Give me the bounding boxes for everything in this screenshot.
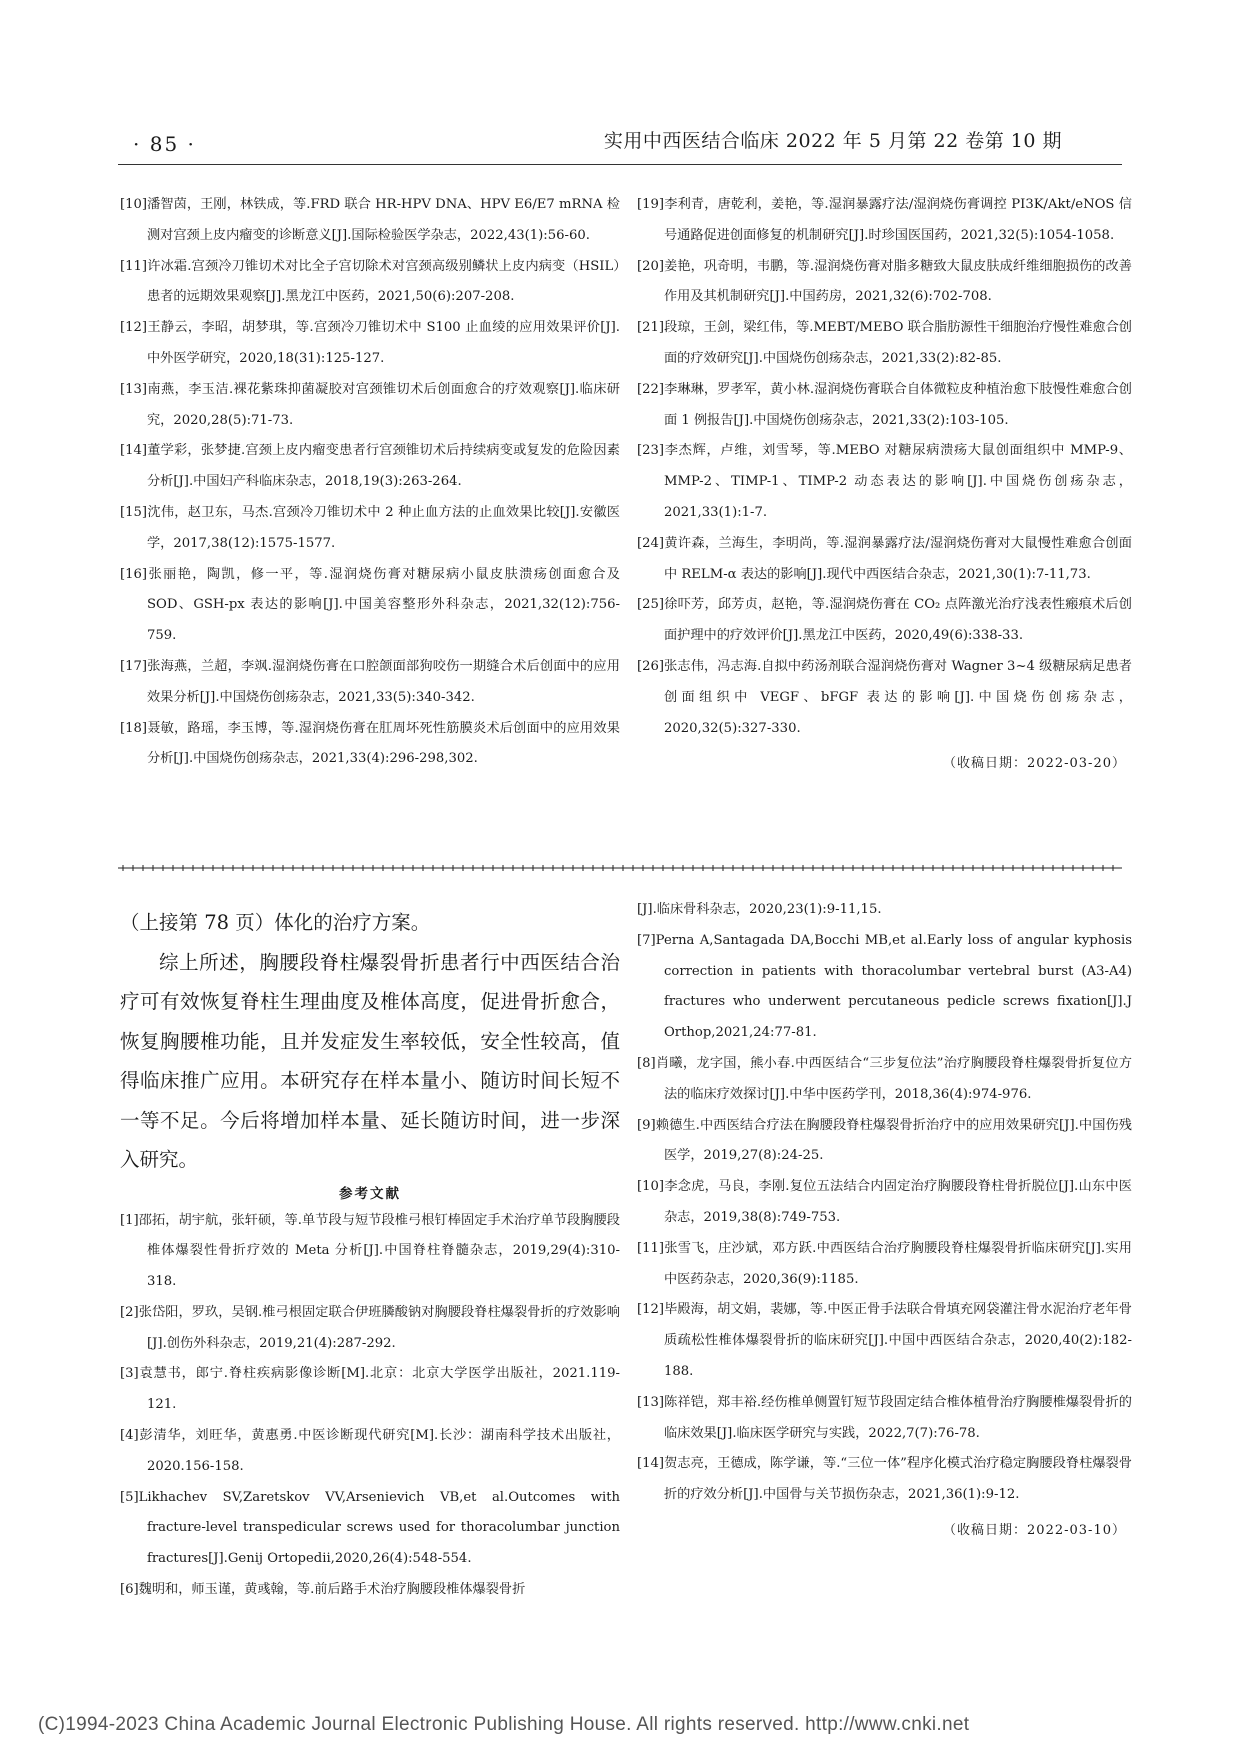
reference-item: [17]张海燕，兰超，李飒.湿润烧伤膏在口腔颌面部狗咬伤一期缝合术后创面中的应用效果分析[J].中国烧伤创疡杂志，2021,33(5):340-342. [120, 658, 620, 705]
top-right-reference-column [637, 190, 1132, 771]
reference-item: [19]李利青，唐乾利，姜艳，等.湿润暴露疗法/湿润烧伤膏调控 PI3K/Akt/eNOS 信号通路促进创面修复的机制研究[J].时珍国医国药，2021,32(5):1054-1058. [637, 197, 1132, 243]
reference-item: [3]袁慧书，郎宁.脊柱疾病影像诊断[M].北京：北京大学医学出版社，2021.119-121. [120, 1366, 620, 1413]
reference-item: [J].临床骨科杂志，2020,23(1):9-11,15. [637, 902, 882, 917]
top-left-reference-column [120, 190, 620, 775]
reference-item: [10]李念虎，马良，李刚.复位五法结合内固定治疗胸腰段脊柱骨折脱位[J].山东中医杂志，2019,38(8):749-753. [637, 1179, 1132, 1225]
reference-item: [4]彭清华，刘旺华，黄惠勇.中医诊断现代研究[M].长沙：湖南科学技术出版社，2020.156-158. [120, 1428, 620, 1474]
reference-item: [26]张志伟，冯志海.自拟中药汤剂联合湿润烧伤膏对 Wagner 3~4 级糖尿病足患者创面组织中 VEGF、bFGF 表达的影响[J].中国烧伤创疡杂志，2020,32(5):327-330. [637, 658, 1132, 736]
reference-item: [14]贺志亮，王德成，陈学谦，等.“三位一体”程序化模式治疗稳定胸腰段脊柱爆裂骨折的疗效分析[J].中国骨与关节损伤杂志，2021,36(1):9-12. [637, 1456, 1132, 1503]
reference-item: [13]陈祥铠，郑丰裕.经伤椎单侧置钉短节段固定结合椎体植骨治疗胸腰椎爆裂骨折的临床效果[J].临床医学研究与实践，2022,7(7):76-78. [637, 1394, 1132, 1441]
reference-item: [15]沈伟，赵卫东，马杰.宫颈冷刀锥切术中 2 种止血方法的止血效果比较[J].安徽医学，2017,38(12):1575-1577. [120, 504, 620, 551]
reference-item: [13]南燕，李玉洁.裸花紫珠抑菌凝胶对宫颈锥切术后创面愈合的疗效观察[J].临床研究，2020,28(5):71-73. [120, 381, 620, 428]
header-rule [118, 164, 1122, 165]
bottom-right-reference-column [637, 895, 1132, 1538]
reference-item: [25]徐吓芳，邱芳贞，赵艳，等.湿润烧伤膏在 CO₂ 点阵激光治疗浅表性瘢痕术后创面护理中的疗效评价[J].黑龙江中医药，2020,49(6):338-33. [637, 597, 1132, 644]
reference-item: [10]潘智茵，王刚，林铁成，等.FRD 联合 HR-HPV DNA、HPV E6/E7 mRNA 检测对宫颈上皮内瘤变的诊断意义[J].国际检验医学杂志，2022,43(1):56-60. [120, 197, 620, 243]
reference-item: [8]肖曦，龙字国，熊小春.中西医结合“三步复位法”治疗胸腰段脊柱爆裂骨折复位方法的临床疗效探讨[J].中华中医药学刊，2018,36(4):974-976. [637, 1055, 1132, 1102]
reference-item: [22]李琳琳，罗孝军，黄小林.湿润烧伤膏联合自体微粒皮种植治愈下肢慢性难愈合创面 1 例报告[J].中国烧伤创疡杂志，2021,33(2):103-105. [637, 381, 1132, 428]
reference-item: [12]毕殿海，胡文娟，裴娜，等.中医正骨手法联合骨填充网袋灌注骨水泥治疗老年骨质疏松性椎体爆裂骨折的临床研究[J].中国中西医结合杂志，2020,40(2):182-188. [637, 1302, 1132, 1379]
reference-item: [18]聂敏，路瑶，李玉博，等.湿润烧伤膏在肛周坏死性筋膜炎术后创面中的应用效果分析[J].中国烧伤创疡杂志，2021,33(4):296-298,302. [120, 720, 620, 767]
reference-item: [21]段琼，王剑，梁红伟，等.MEBT/MEBO 联合脂肪源性干细胞治疗慢性难愈合创面的疗效研究[J].中国烧伤创疡杂志，2021,33(2):82-85. [637, 320, 1132, 366]
bottom-left-column [120, 903, 620, 1606]
reference-item: [11]张雪飞，庄沙斌，邓方跃.中西医结合治疗胸腰段脊柱爆裂骨折临床研究[J].实用中医药杂志，2020,36(9):1185. [637, 1240, 1132, 1287]
journal-header: 实用中西医结合临床 2022 年 5 月第 22 卷第 10 期 [603, 130, 1062, 152]
reference-item: [1]邵拓，胡宇航，张轩硕，等.单节段与短节段椎弓根钉棒固定手术治疗单节段胸腰段椎体爆裂性骨折疗效的 Meta 分析[J].中国脊柱脊髓杂志，2019,29(4):310-318. [120, 1212, 620, 1290]
received-date: （收稿日期：2022-03-10） [943, 1522, 1126, 1538]
conclusion-paragraph: 综上所述，胸腰段脊柱爆裂骨折患者行中西医结合治疗可有效恢复脊柱生理曲度及椎体高度，促进骨折愈合，恢复胸腰椎功能，且并发症发生率较低，安全性较高，值得临床推广应用。本研究存在样本量小、随访时间长短不一等不足。今后将增加样本量、延长随访时间，进一步深入研究。 [120, 950, 620, 1171]
reference-item: [7]Perna A,Santagada DA,Bocchi MB,et al.Early loss of angular kyphosis correction in patients with thoracolumbar vertebral burst (A3-A4) fractures who underwent percutaneous pedicle screws fixation[J].J Orthop,2021,24:77-81. [637, 932, 1132, 1041]
reference-item: [12]王静云，李昭，胡梦琪，等.宫颈冷刀锥切术中 S100 止血绫的应用效果评价[J].中外医学研究，2020,18(31):125-127. [120, 320, 620, 366]
received-date: （收稿日期：2022-03-20） [943, 756, 1126, 772]
reference-item: [5]Likhachev SV,Zaretskov VV,Arsenievich VB,et al.Outcomes with fracture-level transpedicular screws used for thoracolumbar junction fractures[J].Genij Ortopedii,2020,26(4):548-554. [120, 1489, 620, 1567]
reference-item: [23]李杰辉，卢维，刘雪琴，等.MEBO 对糖尿病溃疡大鼠创面组织中 MMP-9、MMP-2、TIMP-1、TIMP-2 动态表达的影响[J].中国烧伤创疡杂志，2021,33(1):1-7. [637, 443, 1132, 520]
reference-item: [16]张丽艳，陶凯，修一平，等.湿润烧伤膏对糖尿病小鼠皮肤溃疡创面愈合及 SOD、GSH-px 表达的影响[J].中国美容整形外科杂志，2021,32(12):756-759. [120, 566, 620, 644]
reference-item: [2]张岱阳，罗玖，吴钢.椎弓根固定联合伊班膦酸钠对胸腰段脊柱爆裂骨折的疗效影响[J].创伤外科杂志，2019,21(4):287-292. [120, 1304, 620, 1351]
page-number: · 85 · [133, 132, 196, 156]
copyright-footer: (C)1994-2023 China Academic Journal Electronic Publishing House. All rights reserved. http://www.cnki.net [38, 1714, 970, 1735]
reference-item: [24]黄许森，兰海生，李明尚，等.湿润暴露疗法/湿润烧伤膏对大鼠慢性难愈合创面中 RELM-α 表达的影响[J].现代中西医结合杂志，2021,30(1):7-11,73. [637, 535, 1132, 582]
reference-item: [14]董学彩，张梦捷.宫颈上皮内瘤变患者行宫颈锥切术后持续病变或复发的危险因素分析[J].中国妇产科临床杂志，2018,19(3):263-264. [120, 443, 620, 490]
references-title: 参考文献 [339, 1185, 401, 1202]
article-divider [118, 865, 1122, 871]
reference-item: [9]赖德生.中西医结合疗法在胸腰段脊柱爆裂骨折治疗中的应用效果研究[J].中国伤残医学，2019,27(8):24-25. [637, 1117, 1132, 1164]
reference-item: [11]许冰霜.宫颈冷刀锥切术对比全子宫切除术对宫颈高级别鳞状上皮内病变（HSIL）患者的远期效果观察[J].黑龙江中医药，2021,50(6):207-208. [120, 258, 620, 305]
reference-item: [20]姜艳，巩奇明，韦鹏，等.湿润烧伤膏对脂多糖致大鼠皮肤成纤维细胞损伤的改善作用及其机制研究[J].中国药房，2021,32(6):702-708. [637, 258, 1132, 305]
reference-item: [6]魏明和，师玉谨，黄彧翰，等.前后路手术治疗胸腰段椎体爆裂骨折 [120, 1582, 526, 1598]
continuation-first-line: （上接第 78 页）体化的治疗方案。 [120, 911, 431, 934]
